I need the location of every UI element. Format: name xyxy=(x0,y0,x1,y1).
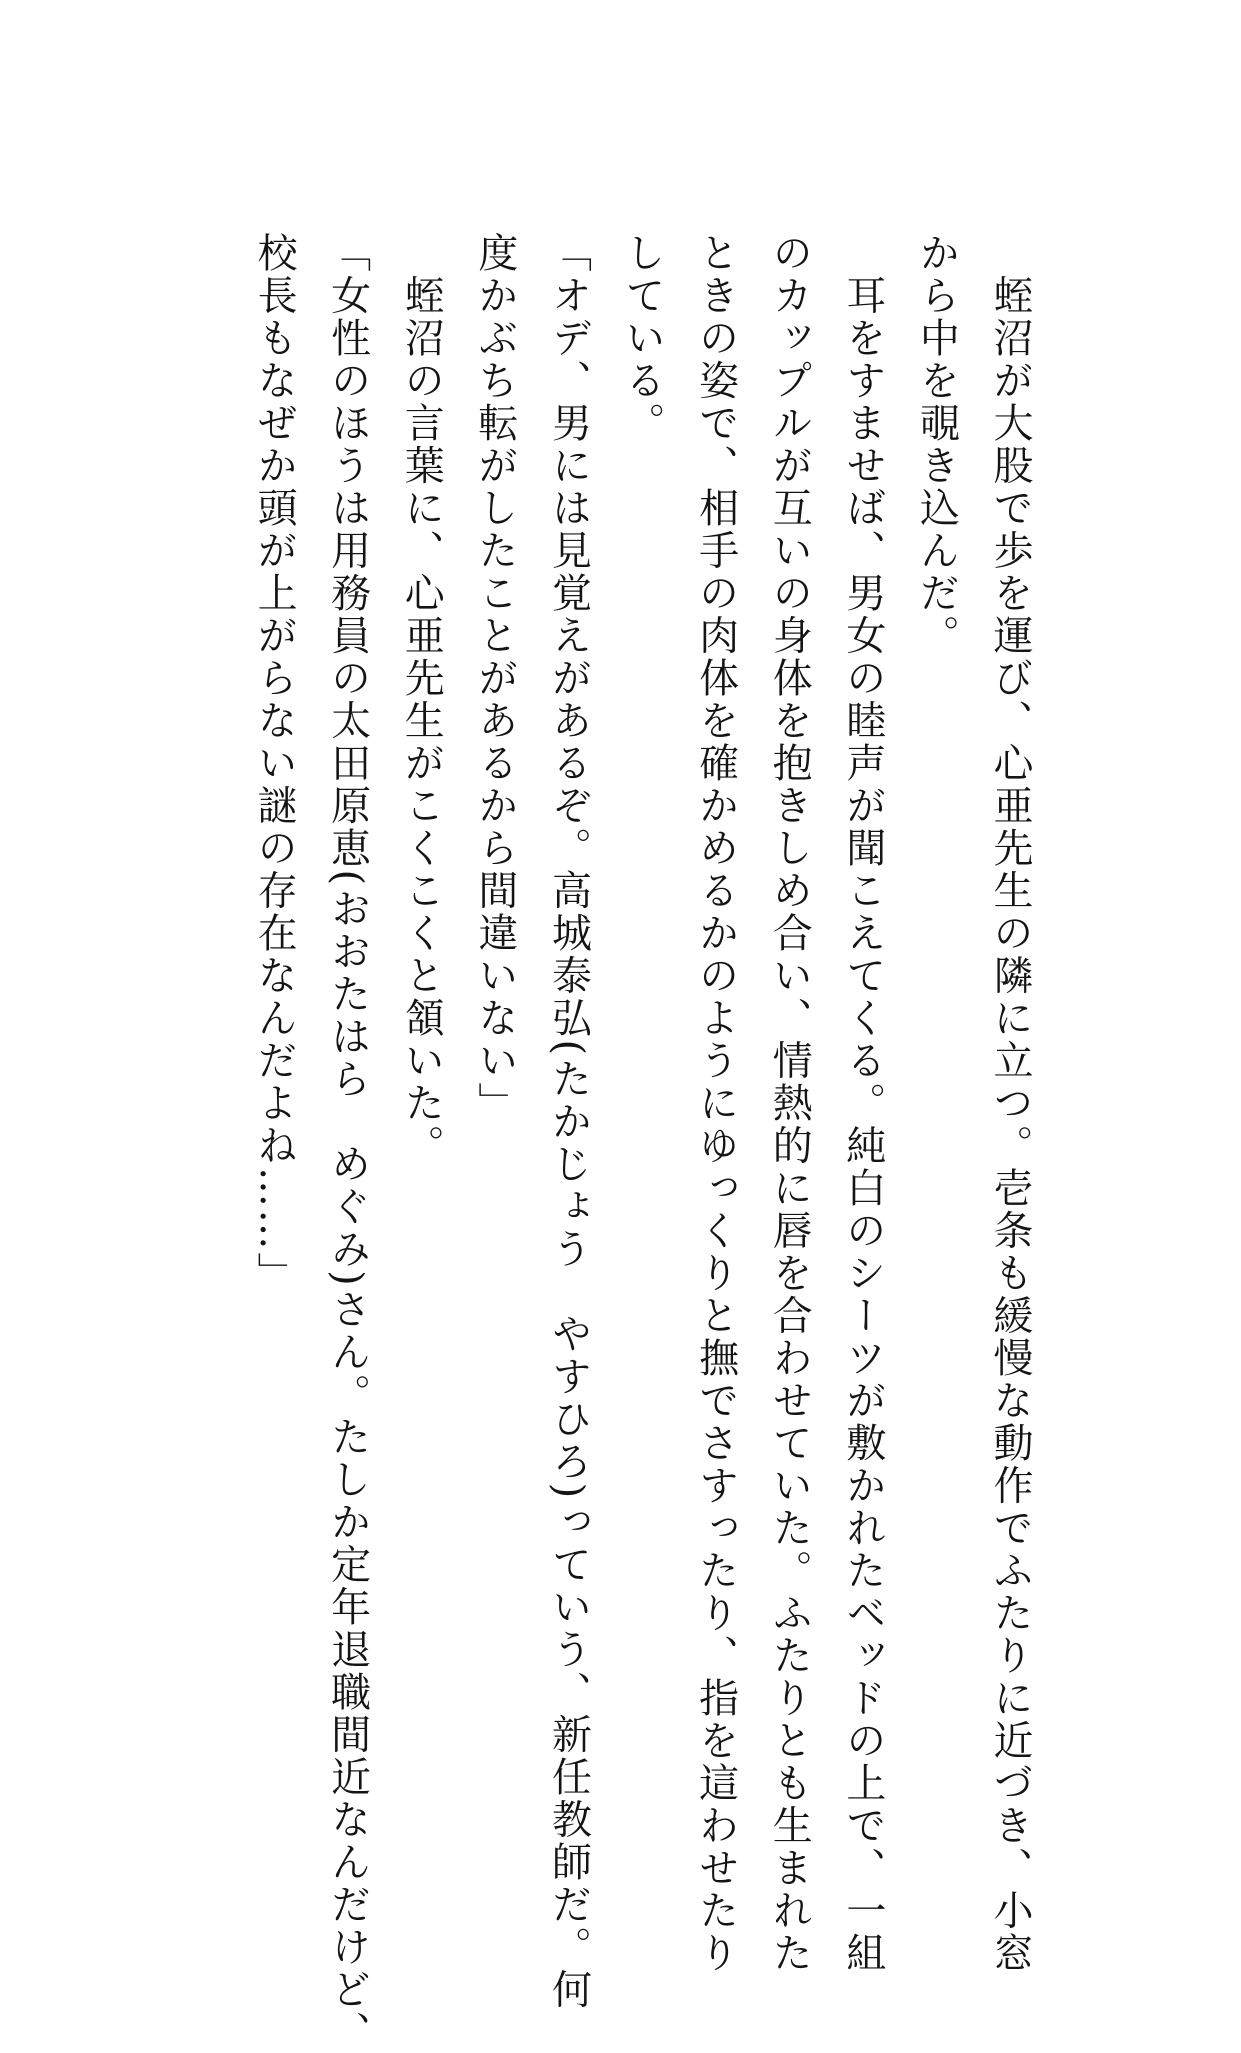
text-line: 「女性のほうは用務員の太田原恵(おおたはら めぐみ)さん。たしか定年退職間近なんだけど、 xyxy=(324,232,371,2053)
text-line: 「オデ、男には見覚えがあるぞ。高城泰弘(たかじょう やすひろ)っていう、新任教師だ。何 xyxy=(545,232,592,2011)
text-line: 蛭沼が大股で歩を運び、心亜先生の隣に立つ。壱条も緩慢な動作でふたりに近づき、小窓 xyxy=(987,232,1033,1975)
text-line: している。 xyxy=(619,232,666,445)
text-line: ときの姿で、相手の肉体を確かめるかのようにゆっくりと撫でさすったり、指を這わせたり xyxy=(692,232,739,1975)
text-line: のカップルが互いの身体を抱きしめ合い、情熱的に唇を合わせていた。ふたりとも生まれた xyxy=(766,232,813,1975)
vertical-text-body xyxy=(236,232,1046,2053)
text-line: 度かぶち転がしたことがあるから間違いない」 xyxy=(471,232,518,1125)
text-line: 耳をすませば、男女の睦声が聞こえてくる。純白のシーツが敷かれたベッドの上で、一組 xyxy=(839,232,886,1975)
text-line: 蛭沼の言葉に、心亜先生がこくこくと頷いた。 xyxy=(398,232,445,1167)
text-line: から中を覗き込んだ。 xyxy=(913,232,960,657)
text-line: 校長もなぜか頭が上がらない謎の存在なんだよね……」 xyxy=(251,232,298,1295)
